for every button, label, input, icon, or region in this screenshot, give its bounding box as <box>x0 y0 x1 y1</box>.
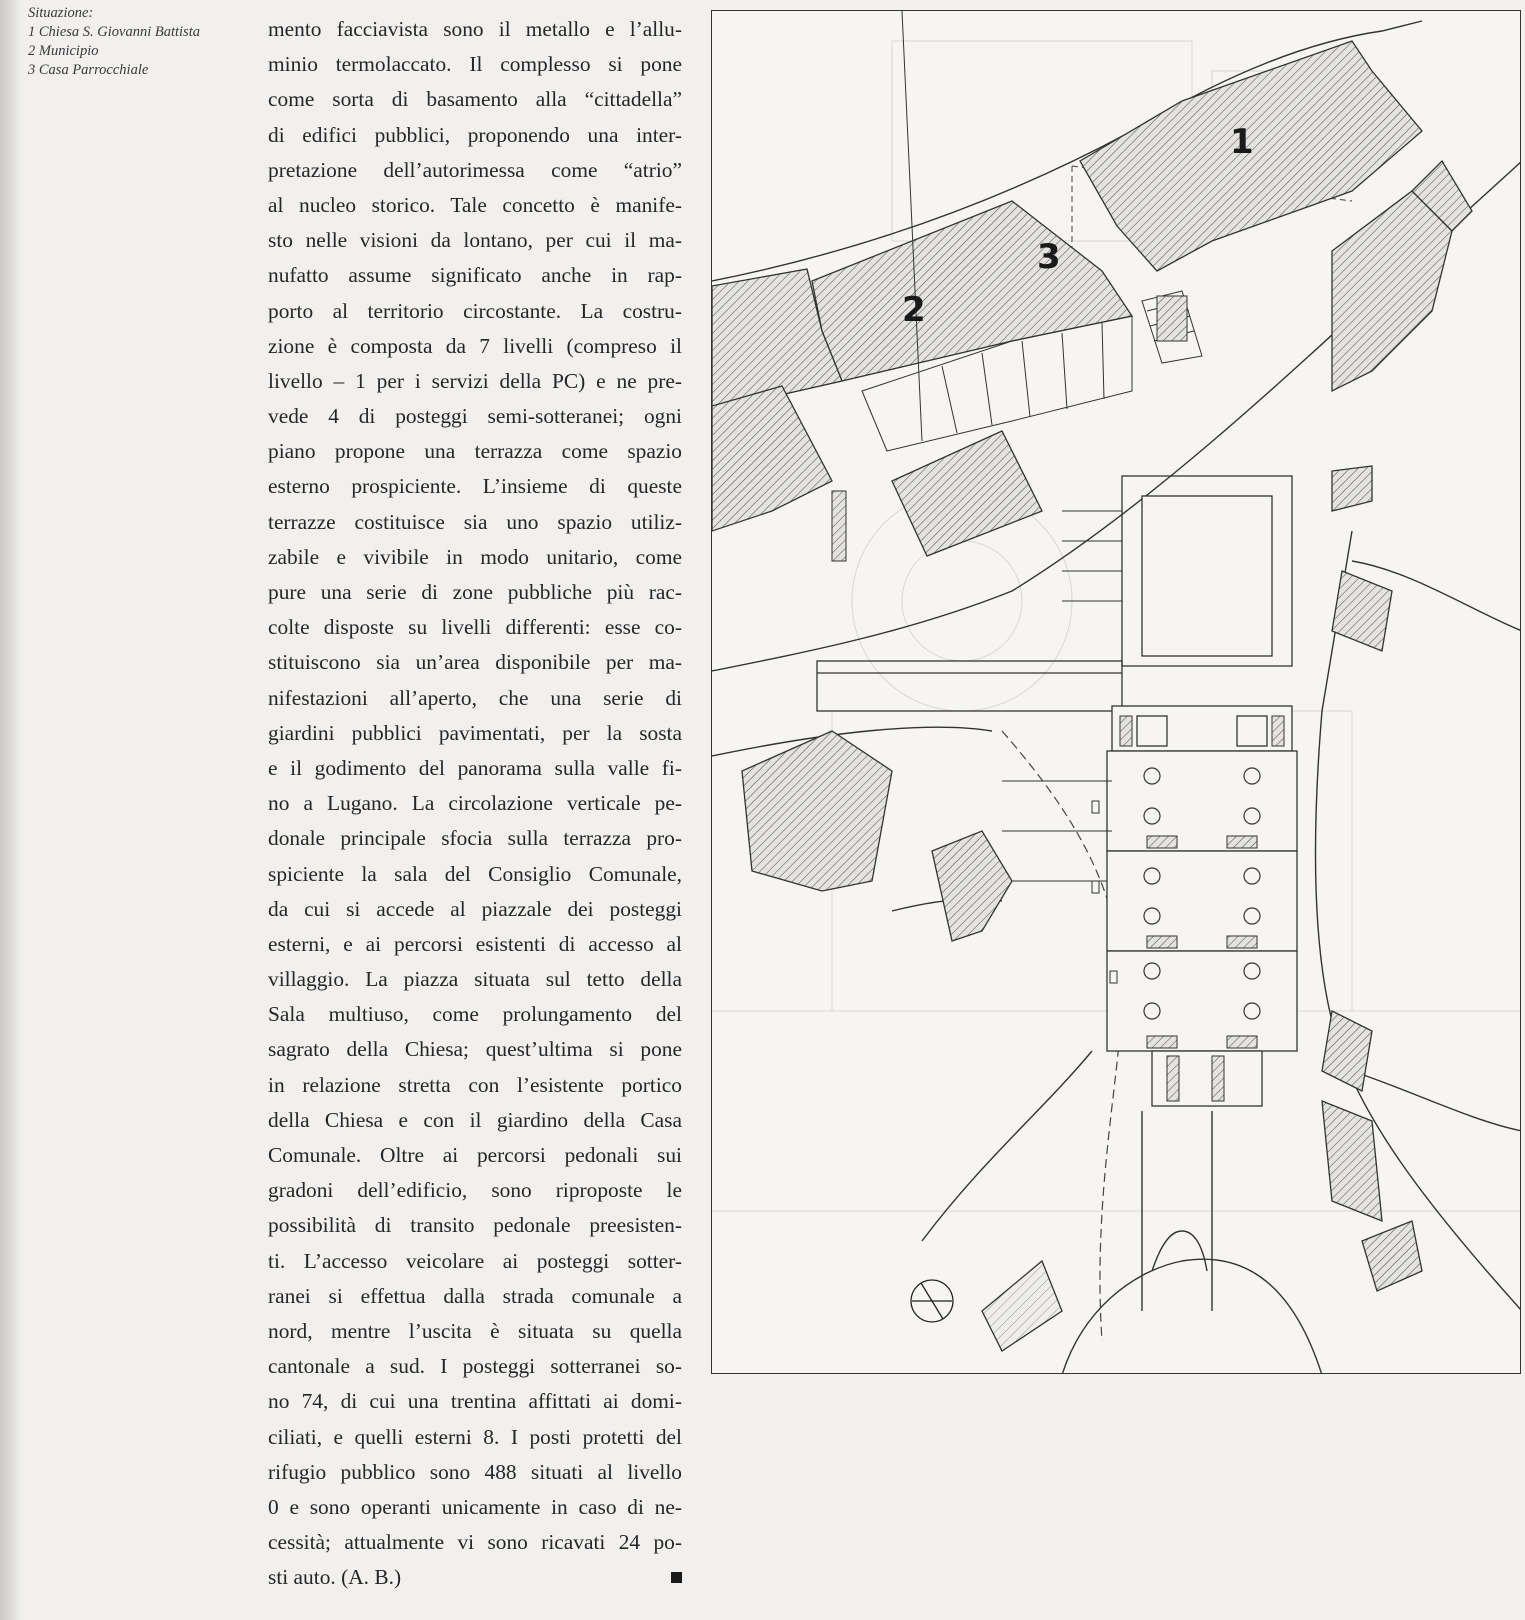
article-line: pure una serie di zone pubbliche più rac- <box>268 580 682 604</box>
site-plan <box>711 10 1521 1374</box>
article-line: sto nelle visioni da lontano, per cui il ma- <box>268 228 682 253</box>
article-line: piano propone una terrazza come spazio <box>268 439 682 464</box>
buildings <box>712 41 1472 1351</box>
article-line: zabile e vivibile in modo unitario, come <box>268 544 682 569</box>
article-line: ti. L’accesso veicolare ai posteggi sotter- <box>268 1248 682 1273</box>
article-line: da cui si accede al piazzale dei posteggi <box>268 896 682 921</box>
article-line: minio termolaccato. Il complesso si pone <box>268 52 682 77</box>
article-line: colte disposte su livelli differenti: esse co- <box>268 615 682 640</box>
caption-item: 3 Casa Parrocchiale <box>28 62 149 78</box>
article-line: e il godimento del panorama sulla valle fi- <box>268 755 682 780</box>
article-line: 0 e sono operanti unicamente in caso di ne- <box>268 1494 682 1519</box>
plan-details <box>1002 511 1122 983</box>
article-line: cessità; attualmente vi sono ricavati 24 po- <box>268 1530 682 1555</box>
label-chiesa: 1 <box>1230 122 1254 162</box>
article-line: mento facciavista sono il metallo e l’allu- <box>268 17 682 41</box>
article-line: pretazione dell’autorimessa come “atrio” <box>268 157 682 182</box>
article-line: ranei si effettua dalla strada comunale a <box>268 1283 682 1308</box>
label-casa-parrocchiale: 3 <box>1037 237 1061 277</box>
article-line: ciliati, e quelli esterni 8. I posti protetti del <box>268 1424 682 1449</box>
article-line: stituiscono sia un’area disponibile per ma- <box>268 650 682 675</box>
article-line: terrazze costituisce sia uno spazio utiliz- <box>268 509 682 534</box>
article-line: giardini pubblici pavimentati, per la sosta <box>268 720 682 745</box>
article-line: cantonale a sud. I posteggi sotterranei so- <box>268 1354 682 1379</box>
north-arrow-icon <box>911 1280 953 1322</box>
article-line: esterno prospiciente. L’insieme di queste <box>268 474 682 499</box>
caption-item: 2 Municipio <box>28 43 99 59</box>
article-body <box>268 12 682 1595</box>
page-gutter-shadow <box>0 0 22 1620</box>
end-of-article-mark <box>671 1572 682 1583</box>
article-line: no a Lugano. La circolazione verticale pe- <box>268 791 682 816</box>
pedestrian-path <box>1002 731 1122 1341</box>
site-caption <box>28 4 258 80</box>
site-plan-drawing <box>712 11 1521 1374</box>
article-line: nord, mentre l’uscita è situata su quella <box>268 1318 682 1343</box>
label-municipio: 2 <box>902 290 926 330</box>
article-line: rifugio pubblico sono 488 situati al livello <box>268 1459 682 1484</box>
article-line: come sorta di basamento alla “cittadella” <box>268 87 682 112</box>
article-line: no 74, di cui una trentina affittati ai domi- <box>268 1389 682 1414</box>
caption-heading: Situazione: <box>28 5 94 21</box>
article-line: della Chiesa e con il giardino della Casa <box>268 1107 682 1132</box>
article-line: villaggio. La piazza situata sul tetto della <box>268 967 682 992</box>
article-line: porto al territorio circostante. La costru- <box>268 298 682 323</box>
caption-item: 1 Chiesa S. Giovanni Battista <box>28 24 200 40</box>
article-line: zione è composta da 7 livelli (compreso il <box>268 333 682 358</box>
article-line: sti auto. (A. B.) <box>268 1560 682 1595</box>
article-line: di edifici pubblici, proponendo una inter- <box>268 122 682 147</box>
article-line: vede 4 di posteggi semi-sotteranei; ogni <box>268 404 682 429</box>
article-line: possibilità di transito pedonale preesisten- <box>268 1213 682 1238</box>
article-line: livello – 1 per i servizi della PC) e ne pre- <box>268 368 682 393</box>
article-line: Comunale. Oltre ai percorsi pedonali sui <box>268 1143 682 1167</box>
article-line: al nucleo storico. Tale concetto è manife- <box>268 192 682 217</box>
article-line: donale principale sfocia sulla terrazza pro- <box>268 826 682 851</box>
article-line: sagrato della Chiesa; quest’ultima si pone <box>268 1037 682 1062</box>
article-line: in relazione stretta con l’esistente portico <box>268 1072 682 1097</box>
article-line: spiciente la sala del Consiglio Comunale, <box>268 861 682 886</box>
article-line: nufatto assume significato anche in rap- <box>268 263 682 288</box>
article-line: gradoni dell’edificio, sono riproposte le <box>268 1178 682 1203</box>
article-line: nifestazioni all’aperto, che una serie di <box>268 685 682 710</box>
article-line: Sala multiuso, come prolungamento del <box>268 1002 682 1027</box>
article-line: esterni, e ai percorsi esistenti di accesso al <box>268 931 682 956</box>
